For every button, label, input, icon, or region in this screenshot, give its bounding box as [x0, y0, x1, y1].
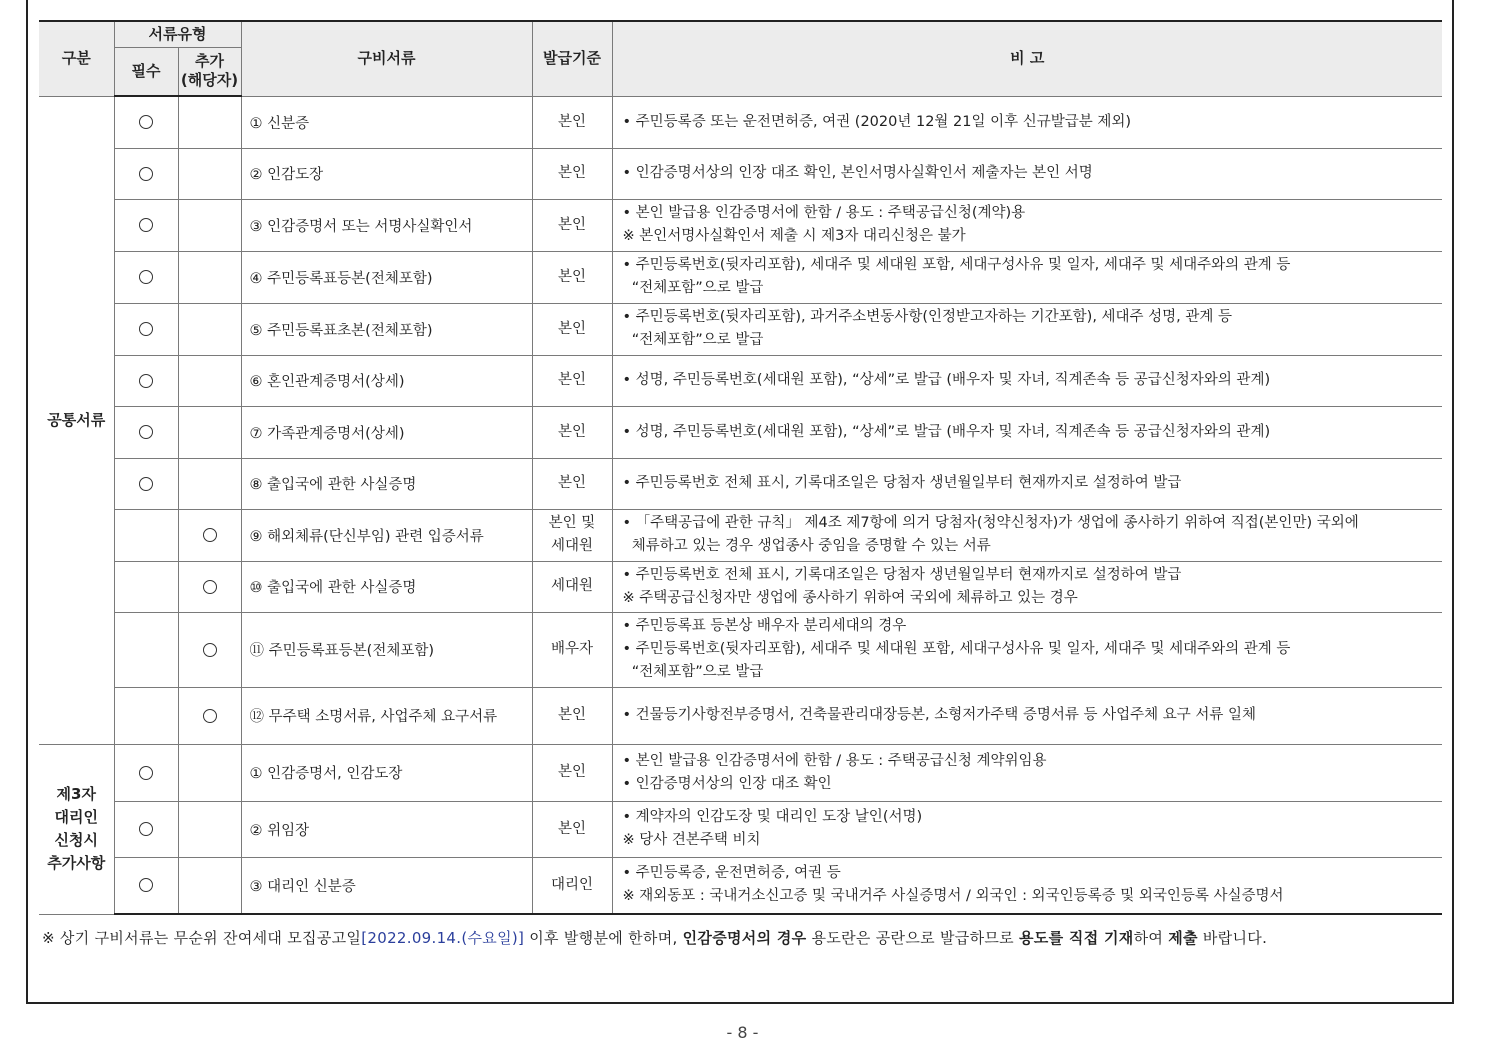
issue-basis — [532, 96, 612, 148]
footer-mid2: 용도란은 공란으로 발급하므로 — [806, 929, 1020, 947]
table-row — [39, 687, 1442, 744]
remark-line: ※ 재외동포 : 국내거소신고증 및 국내거주 사실증명서 / 외국인 : 외국인등록증 및 외국인등록 사실증명서 — [622, 888, 1284, 905]
circle-mark-icon — [139, 270, 153, 284]
additional-cell — [178, 561, 241, 612]
remark-line: “전체포함”으로 발급 — [622, 664, 764, 680]
document-name: ⑪ 주민등록표등본(전체포함) — [241, 612, 532, 687]
table-row — [39, 857, 1442, 914]
issue-basis-line: 본인 — [557, 372, 586, 388]
category-label-line: 대리인 — [54, 808, 98, 826]
remark-line: • 인감증명서상의 인장 대조 확인 — [622, 775, 832, 792]
issue-basis — [532, 251, 612, 303]
issue-basis — [532, 801, 612, 857]
remark-line: • 본인 발급용 인감증명서에 한함 / 용도 : 주택공급신청(계약)용 — [622, 205, 1026, 221]
remark-line: • 계약자의 인감도장 및 대리인 도장 날인(서명) — [622, 809, 923, 825]
additional-cell — [178, 96, 241, 148]
remarks — [612, 199, 1442, 251]
required-cell — [114, 96, 178, 148]
issue-basis — [532, 355, 612, 406]
issue-basis — [532, 406, 612, 458]
table-row — [39, 561, 1442, 612]
page-number: - 8 - — [726, 1023, 759, 1042]
issue-basis-line: 본인 — [557, 707, 586, 723]
issue-basis-line: 배우자 — [550, 641, 594, 657]
issue-basis — [532, 612, 612, 687]
issue-basis-line: 본인 및 — [548, 515, 596, 531]
circle-mark-icon — [203, 580, 217, 594]
remark-line: • 주민등록증, 운전면허증, 여권 등 — [622, 865, 841, 882]
required-cell — [114, 406, 178, 458]
required-cell — [114, 355, 178, 406]
footer-suffix: 바랍니다. — [1197, 929, 1268, 947]
issue-basis — [532, 509, 612, 561]
additional-cell — [178, 148, 241, 199]
remark-line: “전체포함”으로 발급 — [622, 280, 764, 296]
remark-line: • 건물등기사항전부증명서, 건축물관리대장등본, 소형저가주택 증명서류 등 사업주체 요구 서류 일체 — [622, 707, 1257, 723]
footer-note — [42, 927, 1267, 948]
remark-line: ※ 본인서명사실확인서 제출 시 제3자 대리신청은 불가 — [622, 228, 966, 244]
issue-basis-line: 본인 — [557, 165, 586, 181]
table-row — [39, 355, 1442, 406]
issue-basis — [532, 199, 612, 251]
remark-line: • 주민등록증 또는 운전면허증, 여권 (2020년 12월 21일 이후 신규발급분 제외) — [622, 113, 1132, 130]
issue-basis-line: 세대원 — [550, 538, 594, 554]
remark-line: • 성명, 주민등록번호(세대원 포함), “상세”로 발급 (배우자 및 자녀, 직계존속 등 공급신청자와의 관계) — [622, 372, 1271, 388]
document-name: ③ 대리인 신분증 — [241, 857, 532, 914]
document-name: ④ 주민등록표등본(전체포함) — [241, 251, 532, 303]
required-cell — [114, 199, 178, 251]
issue-basis-line: 대리인 — [550, 876, 594, 893]
header-additional-line1: 추가 — [195, 52, 224, 71]
issue-basis — [532, 687, 612, 744]
remarks — [612, 857, 1442, 914]
additional-cell — [178, 801, 241, 857]
category-label-line: 신청시 — [54, 831, 98, 849]
required-cell — [114, 251, 178, 303]
circle-mark-icon — [139, 878, 153, 892]
required-cell — [114, 148, 178, 199]
additional-cell — [178, 406, 241, 458]
circle-mark-icon — [139, 167, 153, 181]
issue-basis — [532, 458, 612, 509]
remark-line: “전체포함”으로 발급 — [622, 332, 764, 348]
additional-cell — [178, 355, 241, 406]
remarks — [612, 251, 1442, 303]
additional-cell — [178, 251, 241, 303]
table-row — [39, 148, 1442, 199]
issue-basis-line: 본인 — [557, 475, 586, 491]
remark-line: • 주민등록번호 전체 표시, 기록대조일은 당첨자 생년월일부터 현재까지로 설정하여 발급 — [622, 566, 1182, 583]
remark-line: ※ 당사 견본주택 비치 — [622, 832, 761, 848]
header-issue-basis: 발급기준 — [532, 21, 612, 96]
remark-line: • 주민등록번호(뒷자리포함), 세대주 및 세대원 포함, 세대구성사유 및 일자, 세대주 및 세대주와의 관계 등 — [622, 641, 1291, 657]
circle-mark-icon — [139, 374, 153, 388]
document-name: ③ 인감증명서 또는 서명사실확인서 — [241, 199, 532, 251]
required-cell — [114, 303, 178, 355]
footer-bold2: 용도를 직접 기재 — [1019, 929, 1134, 947]
document-name: ② 인감도장 — [241, 148, 532, 199]
required-cell — [114, 509, 178, 561]
table-row — [39, 251, 1442, 303]
additional-cell — [178, 458, 241, 509]
additional-cell — [178, 744, 241, 801]
table-row — [39, 744, 1442, 801]
required-cell — [114, 801, 178, 857]
issue-basis — [532, 744, 612, 801]
issue-basis — [532, 561, 612, 612]
table-row — [39, 406, 1442, 458]
issue-basis — [532, 857, 612, 914]
additional-cell — [178, 303, 241, 355]
issue-basis-line: 본인 — [557, 216, 586, 233]
table-row — [39, 458, 1442, 509]
remark-line: ※ 주택공급신청자만 생업에 종사하기 위하여 국외에 체류하고 있는 경우 — [622, 589, 1078, 606]
footer-prefix: ※ 상기 구비서류는 무순위 잔여세대 모집공고일 — [42, 929, 362, 947]
circle-mark-icon — [203, 709, 217, 723]
additional-cell — [178, 509, 241, 561]
issue-basis — [532, 303, 612, 355]
remark-line: • 「주택공급에 관한 규칙」 제4조 제7항에 의거 당첨자(청약신청자)가 생업에 종사하기 위하여 직접(본인만) 국외에 — [622, 515, 1359, 531]
remark-line: • 성명, 주민등록번호(세대원 포함), “상세”로 발급 (배우자 및 자녀, 직계존속 등 공급신청자와의 관계) — [622, 423, 1271, 440]
document-name: ⑨ 해외체류(단신부임) 관련 입증서류 — [241, 509, 532, 561]
remarks — [612, 148, 1442, 199]
remarks — [612, 458, 1442, 509]
circle-mark-icon — [139, 766, 153, 780]
circle-mark-icon — [203, 528, 217, 542]
remarks — [612, 561, 1442, 612]
remarks — [612, 406, 1442, 458]
issue-basis-line: 본인 — [557, 423, 586, 440]
required-cell — [114, 612, 178, 687]
category-label: 공통서류 — [47, 410, 106, 429]
document-name: ① 신분증 — [241, 96, 532, 148]
required-cell — [114, 744, 178, 801]
footer-mid1: 이후 발행분에 한하며, — [524, 929, 683, 947]
issue-basis-line: 본인 — [557, 764, 586, 780]
category-cell — [39, 744, 114, 914]
issue-basis-line: 본인 — [557, 820, 586, 837]
required-documents-table — [39, 20, 1442, 915]
document-name: ⑫ 무주택 소명서류, 사업주체 요구서류 — [241, 687, 532, 744]
remark-line: 체류하고 있는 경우 생업종사 중임을 증명할 수 있는 서류 — [622, 538, 991, 554]
remarks — [612, 355, 1442, 406]
circle-mark-icon — [139, 425, 153, 439]
required-cell — [114, 561, 178, 612]
document-name: ⑦ 가족관계증명서(상세) — [241, 406, 532, 458]
remarks — [612, 744, 1442, 801]
table-row — [39, 96, 1442, 148]
category-label-line: 제3자 — [56, 785, 96, 803]
issue-basis-line: 본인 — [557, 320, 586, 337]
remarks — [612, 96, 1442, 148]
circle-mark-icon — [139, 322, 153, 336]
remarks — [612, 303, 1442, 355]
issue-basis-line: 세대원 — [550, 578, 594, 594]
circle-mark-icon — [203, 643, 217, 657]
table-row — [39, 801, 1442, 857]
required-cell — [114, 687, 178, 744]
table-row — [39, 199, 1442, 251]
table-row — [39, 612, 1442, 687]
category-cell — [39, 96, 114, 744]
remark-line: • 주민등록번호 전체 표시, 기록대조일은 당첨자 생년월일부터 현재까지로 설정하여 발급 — [622, 475, 1182, 491]
required-cell — [114, 857, 178, 914]
footer-mid3: 하여 — [1133, 929, 1169, 947]
header-additional — [178, 47, 241, 96]
remarks — [612, 687, 1442, 744]
remarks — [612, 509, 1442, 561]
circle-mark-icon — [139, 115, 153, 129]
circle-mark-icon — [139, 218, 153, 232]
table-body — [39, 96, 1442, 914]
document-name: ① 인감증명서, 인감도장 — [241, 744, 532, 801]
remark-line: • 주민등록번호(뒷자리포함), 과거주소변동사항(인정받고자하는 기간포함), 세대주 성명, 관계 등 — [622, 309, 1233, 325]
header-additional-line2: (해당자) — [180, 71, 239, 90]
additional-cell — [178, 199, 241, 251]
table-row — [39, 509, 1442, 561]
required-cell — [114, 458, 178, 509]
document-name: ⑤ 주민등록표초본(전체포함) — [241, 303, 532, 355]
header-remarks: 비 고 — [612, 21, 1442, 96]
issue-basis-line: 본인 — [557, 113, 586, 130]
footer-bold1: 인감증명서의 경우 — [682, 929, 807, 947]
header-category: 구분 — [39, 21, 114, 96]
circle-mark-icon — [139, 477, 153, 491]
issue-basis-line: 본인 — [557, 268, 586, 285]
additional-cell — [178, 857, 241, 914]
header-required: 필수 — [114, 47, 178, 96]
footer-bold3: 제출 — [1168, 929, 1198, 947]
header-doc-type: 서류유형 — [114, 21, 241, 47]
document-name: ② 위임장 — [241, 801, 532, 857]
remarks — [612, 612, 1442, 687]
remark-line: • 주민등록번호(뒷자리포함), 세대주 및 세대원 포함, 세대구성사유 및 일자, 세대주 및 세대주와의 관계 등 — [622, 257, 1291, 273]
header-documents: 구비서류 — [241, 21, 532, 96]
category-label-line: 추가사항 — [47, 854, 106, 872]
remark-line: • 인감증명서상의 인장 대조 확인, 본인서명사실확인서 제출자는 본인 서명 — [622, 165, 1093, 181]
document-name: ⑥ 혼인관계증명서(상세) — [241, 355, 532, 406]
remarks — [612, 801, 1442, 857]
footer-date: [2022.09.14.(수요일)] — [361, 929, 525, 947]
remark-line: • 주민등록표 등본상 배우자 분리세대의 경우 — [622, 618, 907, 634]
additional-cell — [178, 612, 241, 687]
document-name: ⑧ 출입국에 관한 사실증명 — [241, 458, 532, 509]
circle-mark-icon — [139, 822, 153, 836]
table-row — [39, 303, 1442, 355]
document-name: ⑩ 출입국에 관한 사실증명 — [241, 561, 532, 612]
remark-line: • 본인 발급용 인감증명서에 한함 / 용도 : 주택공급신청 계약위임용 — [622, 752, 1047, 769]
issue-basis — [532, 148, 612, 199]
additional-cell — [178, 687, 241, 744]
